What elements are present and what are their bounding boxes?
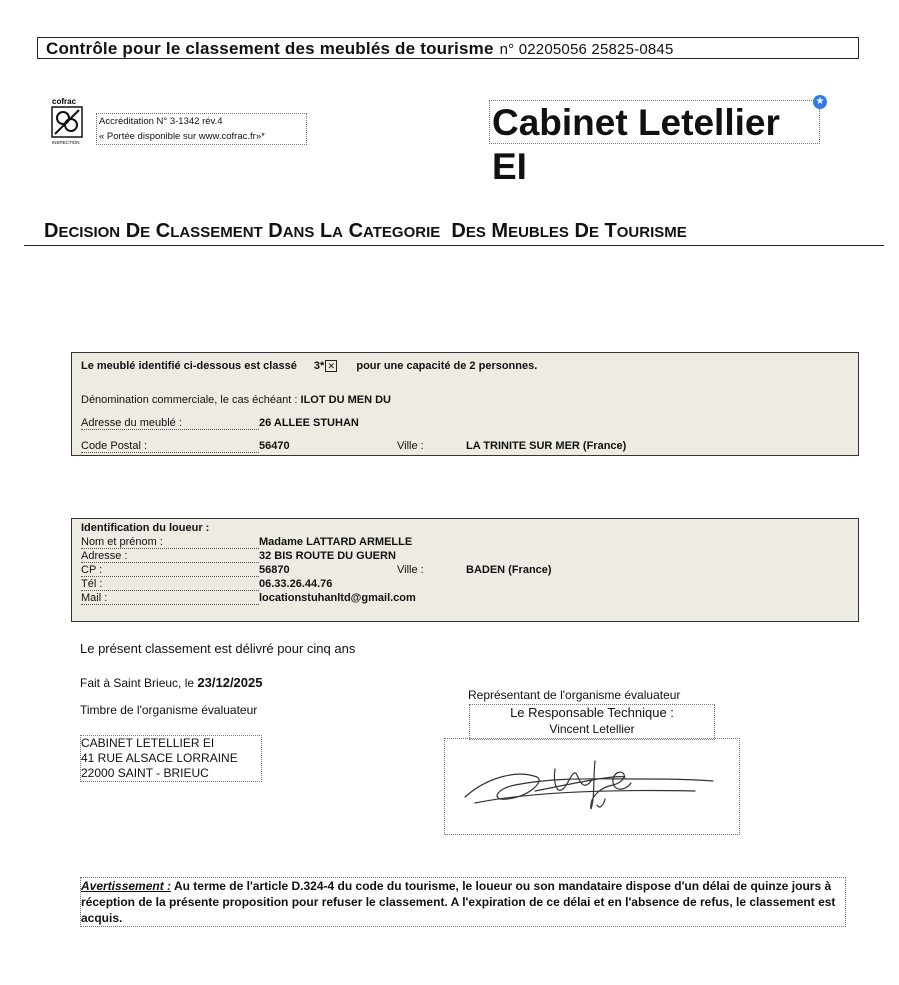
accreditation-number: Accréditation N° 3-1342 rév.4 <box>99 116 223 127</box>
validity-text: Le présent classement est délivré pour cinq ans <box>80 641 356 656</box>
cp-line: Code Postal : 56470 <box>81 440 290 452</box>
nom-line: Nom et prénom : Madame LATTARD ARMELLE <box>81 536 413 548</box>
ville-value: LA TRINITE SUR MER (France) <box>466 440 627 452</box>
cofrac-logo-text: cofrac <box>52 97 77 106</box>
denomination-line: Dénomination commerciale, le cas échéant : ILOT DU MEN DU <box>81 394 391 406</box>
cabinet-name: Cabinet Letellier EI <box>489 100 820 144</box>
timbre-label: Timbre de l'organisme évaluateur <box>80 703 258 717</box>
loueur-panel <box>71 518 859 622</box>
signature-image <box>445 739 739 834</box>
cofrac-portee: « Portée disponible sur www.cofrac.fr»* <box>99 131 265 142</box>
responsable-title: Le Responsable Technique : <box>510 705 674 720</box>
signature-box <box>444 738 740 835</box>
accreditation-box <box>96 113 307 145</box>
representant-label: Représentant de l'organisme évaluateur <box>468 688 681 702</box>
responsable-name: Vincent Letellier <box>549 722 635 736</box>
cp-loueur-line: CP : 56870 <box>81 564 290 576</box>
checkbox-checked-icon: ✕ <box>325 360 337 372</box>
ville-label: Ville : <box>397 440 424 452</box>
title-rule <box>24 245 884 246</box>
fait-line <box>80 675 262 690</box>
meuble-panel <box>71 352 859 456</box>
ville-loueur-value: BADEN (France) <box>466 564 552 576</box>
cofrac-logo <box>51 96 83 146</box>
tel-line: Tél : 06.33.26.44.76 <box>81 578 333 590</box>
responsable-box <box>469 704 715 740</box>
warning-label: Avertissement : <box>81 879 172 893</box>
fait-date: 23/12/2025 <box>197 675 263 690</box>
loueur-heading: Identification du loueur : <box>81 522 210 534</box>
fait-label: Fait à Saint Brieuc, le <box>80 676 195 690</box>
document-title <box>46 39 674 59</box>
mail-line: Mail : locationstuhanltd@gmail.com <box>81 592 416 604</box>
decision-title: DECISION DE CLASSEMENT DANS LA CATEGORIE DES MEUBLES DE TOURISME <box>44 220 687 242</box>
classed-line: Le meublé identifié ci-dessous est classé 3* ✕ pour une capacité de 2 personnes. <box>81 360 538 372</box>
document-title-box <box>37 37 859 59</box>
title-text: Contrôle pour le classement des meublés de tourisme <box>46 39 494 58</box>
adresse-line: Adresse du meublé : 26 ALLEE STUHAN <box>81 417 359 429</box>
cofrac-logo-sub: INSPECTION <box>52 140 80 145</box>
warning-text: Au terme de l'article D.324-4 du code du tourisme, le loueur ou son mandataire dispose d'un délai de quinze jours à réception de la présente proposition pour refuser le classement. A l'expiration de ce délai et en l'absence de refus, le classement est acquis. <box>81 879 836 925</box>
warning-block <box>80 877 846 927</box>
adresse-loueur-line: Adresse : 32 BIS ROUTE DU GUERN <box>81 550 396 562</box>
ville-loueur-label: Ville : <box>397 564 424 576</box>
star-icon: ★ <box>813 95 827 109</box>
file-number: n° 02205056 25825-0845 <box>499 41 674 58</box>
organisme-address: CABINET LETELLIER EI 41 RUE ALSACE LORRAINE 22000 SAINT - BRIEUC <box>80 735 262 782</box>
